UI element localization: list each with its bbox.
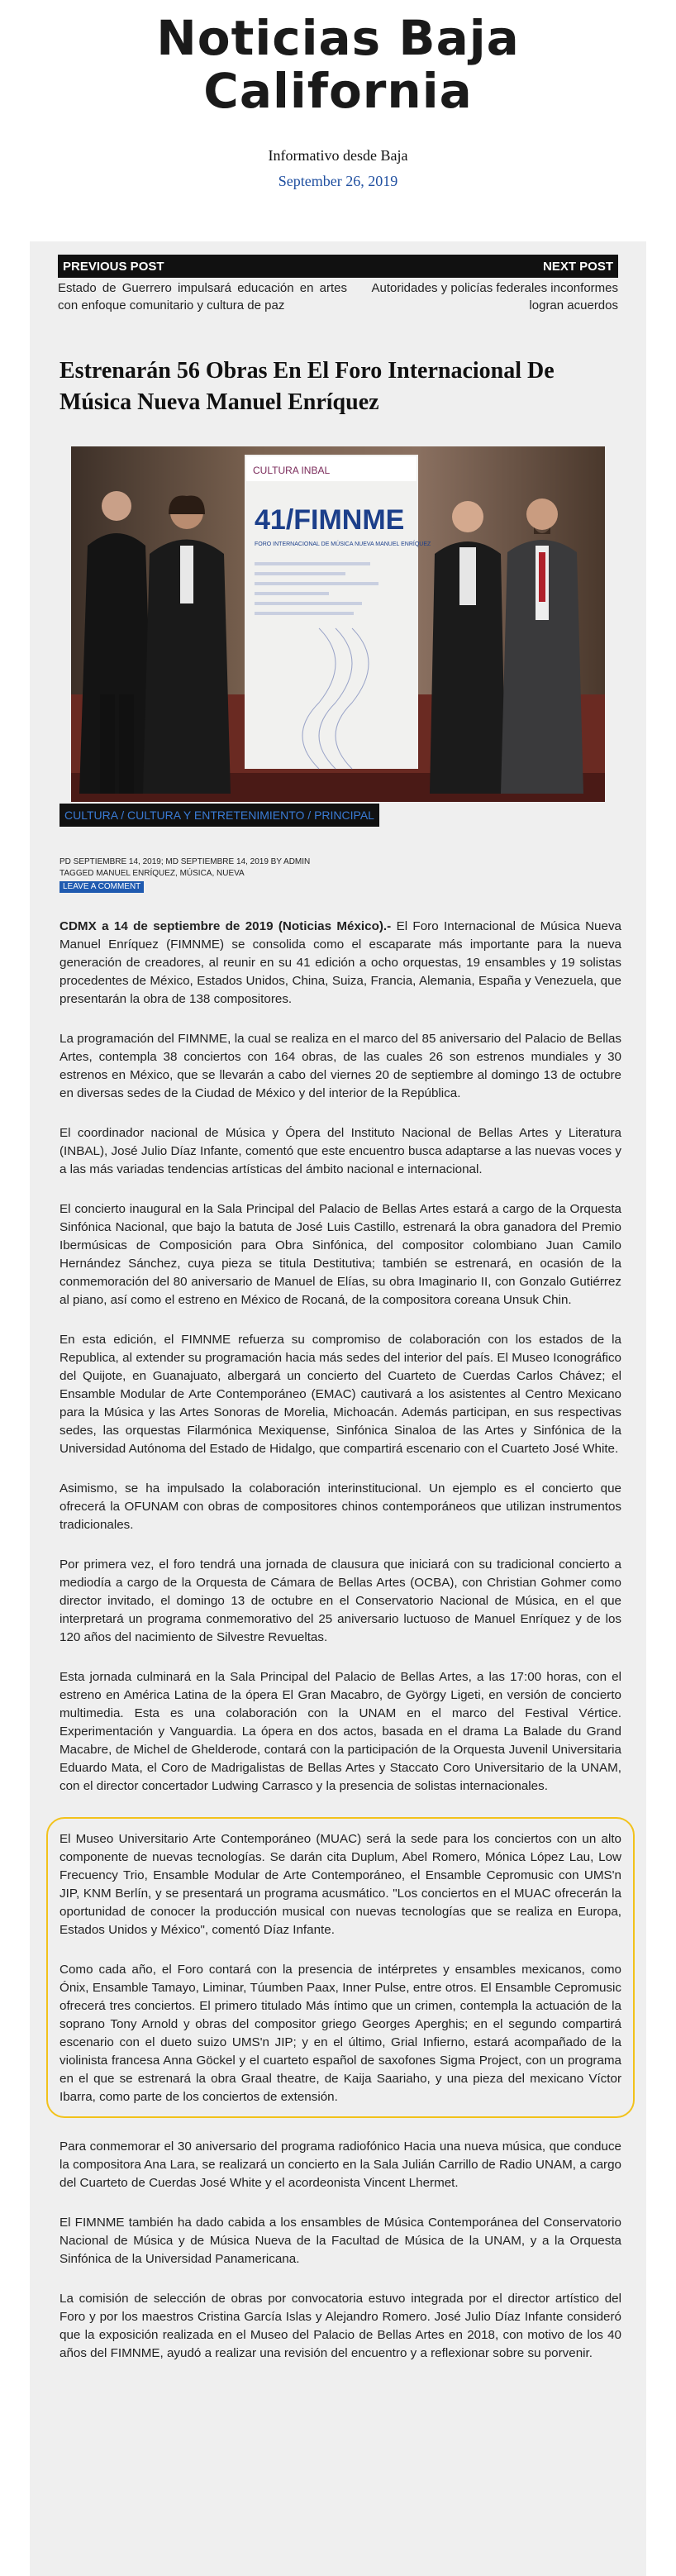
article-lead: CDMX a 14 de septiembre de 2019 (Noticias México).- — [60, 919, 392, 933]
post-meta — [60, 856, 310, 893]
banner-sub-text: FORO INTERNACIONAL DE MÚSICA NUEVA MANUEL ENRÍQUEZ — [255, 541, 431, 547]
leave-comment-button[interactable]: LEAVE A COMMENT — [60, 881, 144, 893]
site-header — [0, 0, 676, 223]
article-paragraph: El coordinador nacional de Música y Ópera del Instituto Nacional de Bellas Artes y Literatura (INBAL), José Julio Díaz Infante, comentó que este encuentro busca adaptarse a las nuevas voces y a las más variadas tendencias artísticas del ámbito nacional e internacional. — [60, 1126, 621, 1176]
post-nav-titles — [58, 278, 618, 344]
article-paragraph — [60, 918, 621, 1009]
article-paragraph: Por primera vez, el foro tendrá una jornada de clausura que iniciará con su tradicional concierto a mediodía a cargo de la Orquesta de Cámara de Bellas Artes (OCBA), con Christian Gohmer como director invitado, el domingo 13 de octubre en el Conservatorio Nacional de Música, en el que interpretará un programa conmemorativo del 25 aniversario luctuoso de Manuel Enríquez y de los 120 años del nacimiento de Silvestre Revueltas. — [60, 1558, 621, 1644]
featured-image — [71, 446, 605, 802]
site-date: September 26, 2019 — [278, 173, 398, 189]
article-body — [60, 918, 621, 2384]
next-post-title[interactable]: Autoridades y policías federales inconformes logran acuerdos — [371, 281, 618, 312]
banner-top-text: CULTURA INBAL — [253, 465, 331, 476]
post-title: Estrenarán 56 Obras En El Foro Internacional De Música Nueva Manuel Enríquez — [60, 358, 555, 415]
article-paragraph: La programación del FIMNME, la cual se realiza en el marco del 85 aniversario del Palacio de Bellas Artes, contempla 38 conciertos con 164 obras, de las cuales 26 son estrenos mundiales y 30 estrenos en México, que se llevarán a cabo del viernes 20 de septiembre al domingo 13 de octubre en diversas sedes de la Ciudad de México y del interior de la República. — [60, 1032, 621, 1100]
banner-title-text: 41/FIMNME — [255, 504, 405, 536]
article-paragraph: Como cada año, el Foro contará con la presencia de intérpretes y ensambles mexicanos, como Ónix, Ensamble Tamayo, Liminar, Túumben Paax, Inner Pulse, entre otros. El Ensamble Cepromusic ofrecerá tres conciertos. El primero titulado Más íntimo que un crimen, contempla la actuación de la soprano Tony Arnold y obras del compositor griego Georges Aperghis; en el segundo compartirá escenario con el dueto suizo UMS'n JIP; y en el último, Grial Infierno, estará acompañado de la violinista francesa Anna Göckel y el cuarteto español de saxofones Sigma Project, con un programa en el que se estrenará la obra Graal theatre, de Kaija Saariaho, y una pieza del mexicano Víctor Ibarra, como parte de los conciertos de extensión. — [60, 1963, 621, 2104]
post-dates-author: PD SEPTIEMBRE 14, 2019; MD SEPTIEMBRE 14, 2019 BY ADMIN — [60, 857, 311, 866]
article-lead-text: El Foro Internacional de Música Nueva Manuel Enríquez (FIMNME) se consolida como el escaparate más importante para la nueva generación de creadores, al reunir en su 41 edición a ocho orquestas, 19 ensambles y 19 solistas procedentes de México, Estados Unidos, China, Suiza, Francia, Alemania, España y Venezuela, que presentarán la obra de 138 compositores. — [60, 919, 621, 1006]
post-nav-bar — [58, 255, 618, 278]
post-container — [30, 241, 646, 2576]
post-navigation — [58, 255, 618, 344]
previous-post-title[interactable]: Estado de Guerrero impulsará educación en artes con enfoque comunitario y cultura de paz — [58, 281, 347, 312]
article-paragraph: Esta jornada culminará en la Sala Principal del Palacio de Bellas Artes, a las 17:00 horas, con el estreno en América Latina de la ópera El Gran Macabro, de György Ligeti, en versión de concierto multimedia. Esta es una colaboración con la UNAM en el marco del Festival Vértice. Experimentación y Vanguardia. La ópera en dos actos, basada en el drama La Balade du Grand Macabre, de Michel de Ghelderode, contará con la participación de la Orquesta Juvenil Universitaria Eduardo Mata, el Coro de Madrigalistas de Bellas Artes y Staccato Coro Universitario de la UNAM, con el director concertador Ludwing Carrasco y la presencia de solistas internacionales. — [60, 1670, 621, 1793]
article-paragraph: El Museo Universitario Arte Contemporáneo (MUAC) será la sede para los conciertos con un alto componente de nuevas tecnologías. Se darán cita Duplum, Abel Romero, Mónica López Lau, Low Frecuency Trio, Ensamble Modular de Arte Contemporáneo, el Ensamble Cepromusic con UMS'n JIP, KNM Berlín, y se presentará un programa acusmático. "Los conciertos en el MUAC ofrecerán la oportunidad de conocer la producción musical con nuevas tecnologías que se realiza en Europa, Estados Unidos y México", comentó Díaz Infante. — [60, 1832, 621, 1937]
site-description: Informativo desde Baja — [268, 147, 408, 164]
article-paragraph: Asimismo, se ha impulsado la colaboración interinstitucional. Un ejemplo es el concierto que ofrecerá la OFUNAM con obras de compositores chinos contemporáneos que utilizan instrumentos tradicionales. — [60, 1481, 621, 1532]
article-paragraph: El concierto inaugural en la Sala Principal del Palacio de Bellas Artes estará a cargo de la Orquesta Sinfónica Nacional, que bajo la batuta de José Luis Castillo, estrenará la obra ganadora del Premio Ibermúsicas de Composición para Obra Sinfónica, del compositor colombiano Juan Camilo Hernández Sánchez, cuya pieza se titula Destitutiva; también se estrenará, en ocasión de la conmemoración del 80 aniversario de Manuel de Elías, su obra Imaginario II, con Gonzalo Gutiérrez al piano, así como el estreno en México de Rocaná, de la compositora coreana Unsuk Chin. — [60, 1202, 621, 1307]
site-title[interactable]: Noticias Baja California — [156, 10, 520, 119]
post-tags[interactable]: TAGGED MANUEL ENRÍQUEZ, MÚSICA, NUEVA — [60, 869, 245, 878]
next-post-link[interactable]: NEXT POST — [542, 260, 613, 274]
highlighted-section — [46, 1817, 635, 2118]
previous-post-link[interactable]: PREVIOUS POST — [63, 260, 164, 274]
article-paragraph: La comisión de selección de obras por convocatoria estuvo integrada por el director artístico del Foro y por los maestros Cristina García Islas y Alejandro Romero. José Julio Díaz Infante consideró que la exposición realizada en el Museo del Palacio de Bellas Artes en 2018, con motivo de los 40 años del FIMNME, ayudó a realizar una revisión del encuentro y a reflexionar sobre su porvenir. — [60, 2292, 621, 2360]
article-paragraph: Para conmemorar el 30 aniversario del programa radiofónico Hacia una nueva música, que conduce la compositora Ana Lara, se realizará un concierto en la Sala Julián Carrillo de Radio UNAM, a cargo del Cuarteto de Cuerdas José White y el acordeonista Vincent Lhermet. — [60, 2140, 621, 2190]
post-categories[interactable]: CULTURA / CULTURA Y ENTRETENIMIENTO / PRINCIPAL — [60, 804, 379, 827]
article-paragraph: En esta edición, el FIMNME refuerza su compromiso de colaboración con los estados de la Republica, al extender su programación hacia más sedes del interior del país. El Museo Iconográfico del Quijote, en Guanajuato, albergará un concierto del Cuarteto de Cuerdas Carlos Chávez; el Ensamble Modular de Arte Contemporáneo (EMAC) cautivará a los asistentes al Centro Mexicano para la Música y las Artes Sonoras de Morelia, Michoacán. Además participan, en sus respectivas sedes, las orquestas Filarmónica Mexiquense, Sinfónica Sinaloa de las Artes y Sinfónica de la Universidad Autónoma del Estado de Hidalgo, que compartirá escenario con el Cuarteto José White. — [60, 1333, 621, 1456]
article-paragraph: El FIMNME también ha dado cabida a los ensambles de Música Contemporánea del Conservatorio Nacional de Música y de Música Nueva de la Facultad de Música de la UNAM, y a la Orquesta Sinfónica de la Universidad Panamericana. — [60, 2216, 621, 2266]
featured-photo — [71, 446, 605, 802]
